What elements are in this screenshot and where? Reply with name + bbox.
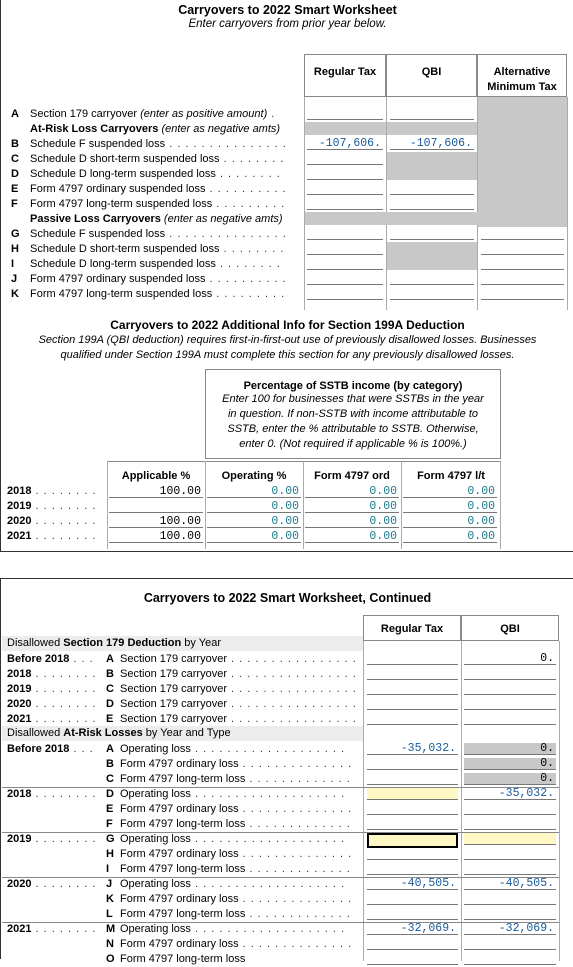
row-leader-dots: . . . [69,743,94,755]
ws3-qbi-input[interactable] [464,938,556,950]
ws3-qbi-input[interactable] [464,863,556,875]
ws3-qbi-input[interactable]: 0. [464,743,556,755]
ws1-amt-input[interactable] [481,258,564,270]
ws3-row-label [106,667,361,682]
ws3-regular-tax-input[interactable]: -32,069. [367,923,458,935]
row-note: (enter as negative amts) [163,213,283,225]
row-letter: A [11,108,19,120]
ws3-row-label [106,952,361,967]
ws1-row-label [11,122,303,137]
ws1-title: Carryovers to 2022 Smart Worksheet [178,3,397,17]
row-letter: K [106,893,114,905]
ws3-qbi-input[interactable] [464,893,556,905]
ws3-year-label [7,922,96,937]
ws1-row-label [11,272,303,287]
ws2-desc-line1: Section 199A (QBI deduction) requires first-in-first-out use of previously disallowed losses. Businesses [38,334,537,346]
ws1-atrisk-header-grey [305,122,386,135]
row-leader-dots: . . . . . . . . . [212,288,286,300]
row-text: Operating loss [120,788,191,800]
row-leader-dots: . . . . . . . . . . . . . [245,908,351,920]
divider [461,641,462,961]
ws2-ord-input[interactable]: 0.00 [305,516,399,528]
row-leader-dots: . . . . . . . . [215,258,281,270]
ws3-section179-pre: Disallowed [7,637,64,649]
ws1-regular-tax-input[interactable] [307,153,383,165]
row-leader-dots: . . . . . . . . [31,833,97,845]
ws1-regular-tax-input[interactable] [307,288,383,300]
ws1-qbi-input[interactable] [390,273,474,285]
ws3-qbi-input[interactable]: -32,069. [464,923,556,935]
row-letter: B [11,138,19,150]
ws1-qbi-grey-hi [387,242,477,270]
year: Before 2018 [7,653,70,665]
divider [303,461,304,549]
row-leader-dots: . . . . . . . . . . . . . . [238,758,353,770]
row-note: (enter as negative amts) [161,123,281,135]
row-leader-dots: . . . . . . . . . . . . . . . . [227,653,357,665]
ws3-atrisk-bold: At-Risk Losses [63,727,143,739]
year: 2021 [7,530,32,542]
row-leader-dots: . . . . . . . . [31,530,97,542]
row-leader-dots: . . . . . . . . . . . . . [245,773,351,785]
row-text: Passive Loss Carryovers [30,213,164,225]
row-text: Schedule D long-term suspended loss [30,258,216,270]
row-text: Section 179 carryover [120,683,227,695]
row-leader-dots: . . . . . . . . [31,788,97,800]
row-text: Operating loss [120,923,191,935]
row-leader-dots: . . . . . . . . . . . . . . . . . . . [190,833,346,845]
ws1-header-qbi: QBI [386,54,477,97]
ws3-row-label [106,922,361,937]
row-leader-dots: . . . . . . . . [31,515,97,527]
year: 2020 [7,878,32,890]
ws3-row-label [106,742,361,757]
row-leader-dots: . . . . . . . . [31,485,97,497]
row-text: Operating loss [120,743,191,755]
row-letter: K [11,288,19,300]
ws3-qbi-input[interactable] [464,803,556,815]
row-letter: I [106,863,110,875]
row-text: Section 179 carryover [30,108,141,120]
ws3-row-label [106,832,361,847]
ws1-qbi-input[interactable] [390,288,474,300]
row-letter: M [106,923,116,935]
ws3-qbi-input[interactable] [464,833,556,845]
ws3-row-label [106,892,361,907]
ws3-qbi-input[interactable]: 0. [464,773,556,785]
ws2-header-ord: Form 4797 ord [314,470,390,482]
divider [363,641,364,961]
ws1-qbi-input[interactable] [390,183,474,195]
ws1-subtitle: Enter carryovers from prior year below. [188,18,387,30]
ws1-row-label [11,107,303,122]
ws3-qbi-input[interactable]: 0. [464,758,556,770]
year: 2018 [7,485,32,497]
row-letter: N [106,938,114,950]
row-letter: C [106,683,114,695]
ws3-year-label [7,877,96,892]
ws1-row-label [11,257,303,272]
row-leader-dots: . . . . . . . . . . . . . . . . . . . [190,743,346,755]
ws1-regular-tax-input[interactable] [307,258,383,270]
ws3-row-label [106,877,361,892]
row-text: Form 4797 ordinary loss [120,848,239,860]
row-leader-dots: . [267,108,276,120]
row-letter: A [106,743,114,755]
row-text: Section 179 carryover [120,653,227,665]
row-letter: C [106,773,114,785]
row-text: Form 4797 long-term loss [120,773,246,785]
ws2-lt-input[interactable]: 0.00 [403,516,497,528]
sstb-box-title: Percentage of SSTB income (by category) [243,380,463,392]
ws1-row-label [11,182,303,197]
ws2-operating-input[interactable]: 0.00 [207,516,301,528]
ws3-atrisk-header [2,726,363,741]
ws3-regular-tax-input[interactable]: -35,032. [367,743,458,755]
ws2-year-label [7,484,96,499]
ws3-year-label [7,712,96,727]
ws1-row-label [11,152,303,167]
ws1-qbi-input[interactable] [390,108,474,120]
ws1-header-regular-tax: Regular Tax [304,54,386,97]
ws3-row-label [106,772,361,787]
row-letter: J [106,878,113,890]
ws1-regular-tax-input[interactable] [307,168,383,180]
row-text: Operating loss [120,878,191,890]
row-text: Section 179 carryover [120,698,227,710]
ws3-year-label [7,742,94,757]
row-text: Section 179 carryover [120,713,227,725]
row-leader-dots: . . . . . . . . . . [205,183,287,195]
ws1-atrisk-header-grey-qbi [387,122,477,135]
ws2-applicable-input[interactable] [109,501,203,513]
ws3-year-label [7,787,96,802]
ws3-year-label [7,697,96,712]
row-text: Form 4797 ordinary loss [120,938,239,950]
row-text: Form 4797 ordinary suspended loss [30,273,206,285]
row-leader-dots: . . . . . . . . [31,713,97,725]
row-leader-dots: . . . . . . . . [31,923,97,935]
row-letter: C [11,153,19,165]
ws3-row-label [106,682,361,697]
row-letter: I [11,258,15,270]
divider [567,97,568,310]
row-text: Form 4797 long-term loss [120,863,246,875]
row-leader-dots: . . . . . . . . . . . . . . [238,938,353,950]
row-text: Form 4797 ordinary loss [120,758,239,770]
sstb-box-line2: in question. If non-SSTB with income attributable to [227,408,479,420]
divider [559,641,560,961]
ws2-year-label [7,514,96,529]
ws1-regular-tax-input[interactable] [307,183,383,195]
ws3-qbi-input[interactable]: -40,505. [464,878,556,890]
row-leader-dots: . . . . . . . . . . . . . . . [165,228,287,240]
row-leader-dots: . . . . . . . . . . . . . . . . . . . [190,923,346,935]
row-letter: G [106,833,115,845]
row-leader-dots: . . . . . . . . . . . . . . . . [227,713,357,725]
ws3-year-label [7,832,96,847]
ws1-amt-input[interactable] [481,288,564,300]
ws3-header-qbi: QBI [461,615,559,641]
ws2-lt-input[interactable]: 0.00 [403,501,497,513]
row-letter: E [106,713,114,725]
ws3-year-label [7,667,96,682]
ws3-qbi-input[interactable] [464,953,556,965]
row-leader-dots: . . . . . . . . . . . . . . . . [227,683,357,695]
ws3-row-label [106,787,361,802]
ws1-regular-tax-input[interactable] [307,273,383,285]
year: 2018 [7,668,32,680]
year: 2021 [7,923,32,935]
ws2-applicable-input[interactable]: 100.00 [109,516,203,528]
row-leader-dots: . . . . . . . . . . . . . . . . [227,698,357,710]
ws3-qbi-input[interactable] [464,818,556,830]
year: Before 2018 [7,743,70,755]
ws2-title: Carryovers to 2022 Additional Info for Section 199A Deduction [110,318,465,332]
ws2-lt-input[interactable]: 0.00 [403,486,497,498]
ws3-regular-tax-input[interactable] [367,953,458,965]
ws3-regular-tax-input[interactable] [367,938,458,950]
ws3-atrisk-post: by Year and Type [142,727,231,739]
ws3-row-label [106,907,361,922]
ws2-desc-line2: qualified under Section 199A must complete this section for any previously disallowed losses. [60,349,515,361]
ws3-qbi-input[interactable] [464,848,556,860]
ws3-year-label [7,652,94,667]
row-leader-dots: . . . . . . . . [219,243,285,255]
row-letter: L [106,908,113,920]
ws1-row-label [11,137,303,152]
ws3-qbi-input[interactable]: 0. [464,653,556,665]
ws3-regular-tax-input[interactable] [367,698,458,710]
ws3-regular-tax-input[interactable] [367,758,458,770]
sstb-box [205,369,501,459]
ws3-row-label [106,847,361,862]
ws3-qbi-input[interactable] [464,683,556,695]
ws1-row-label [11,212,303,227]
row-text: Form 4797 ordinary suspended loss [30,183,206,195]
ws1-qbi-input[interactable] [390,198,474,210]
row-leader-dots: . . . . . . . . [215,168,281,180]
row-leader-dots: . . . . . . . . . . . . . . [238,893,353,905]
ws3-regular-tax-input[interactable] [367,668,458,680]
ws2-year-label [7,529,96,544]
divider [205,461,206,549]
ws3-regular-tax-input[interactable] [367,803,458,815]
ws3-regular-tax-input[interactable] [367,833,458,848]
row-letter: A [106,653,114,665]
row-leader-dots: . . . . . . . . . . . . . [245,863,351,875]
ws1-qbi-input[interactable] [390,228,474,240]
ws2-ord-input[interactable]: 0.00 [305,531,399,543]
row-text: Form 4797 long-term loss [120,818,246,830]
row-text: Form 4797 long-term loss [120,908,246,920]
row-leader-dots: . . . . . . . . . . . . . . . . . . . [190,878,346,890]
ws3-row-label [106,817,361,832]
ws3-row-label [106,697,361,712]
ws1-row-label [11,167,303,182]
row-text: Form 4797 long-term suspended loss [30,198,213,210]
row-leader-dots: . . . . . . . . . [212,198,286,210]
ws3-row-label [106,862,361,877]
ws1-qbi-grey-cd [387,152,477,180]
row-text: At-Risk Loss Carryovers [30,123,162,135]
row-letter: J [11,273,18,285]
row-letter: B [106,668,114,680]
row-leader-dots: . . . . . . . . . . . . . . . . . . . [190,788,346,800]
ws3-row-label [106,802,361,817]
row-leader-dots: . . . . . . . . [31,878,97,890]
row-letter: D [11,168,19,180]
row-letter: H [11,243,19,255]
row-text: Form 4797 ordinary loss [120,803,239,815]
year: 2020 [7,515,32,527]
ws1-row-label [11,242,303,257]
ws3-regular-tax-input[interactable] [367,683,458,695]
row-text: Form 4797 ordinary loss [120,893,239,905]
row-letter: E [106,803,114,815]
row-leader-dots: . . . . . . . . [219,153,285,165]
ws1-regular-tax-input[interactable] [307,198,383,210]
row-note: (enter as positive amount) [140,108,268,120]
year: 2018 [7,788,32,800]
row-letter: F [106,818,113,830]
ws2-header-applicable: Applicable % [121,470,191,482]
ws3-qbi-input[interactable]: -35,032. [464,788,556,800]
ws1-regular-tax-input[interactable] [307,108,383,120]
ws1-amt-input[interactable] [481,273,564,285]
ws3-section179-bold: Section 179 Deduction [63,637,182,649]
row-letter: D [106,788,114,800]
ws3-regular-tax-input[interactable] [367,908,458,920]
ws2-operating-input[interactable]: 0.00 [207,501,301,513]
ws2-year-label [7,499,96,514]
ws3-regular-tax-input[interactable] [367,788,458,800]
ws1-amt-grey-block [478,97,567,227]
worksheet-3 [0,578,573,965]
ws1-regular-tax-input[interactable] [307,228,383,240]
divider [107,461,108,549]
ws3-year-label [7,682,96,697]
row-text: Schedule D short-term suspended loss [30,153,220,165]
row-letter: O [106,953,115,965]
row-letter: H [106,848,114,860]
row-text: Form 4797 long-term suspended loss [30,288,213,300]
ws3-header-regular-tax: Regular Tax [363,615,461,641]
year: 2019 [7,683,32,695]
ws3-qbi-input[interactable] [464,668,556,680]
year: 2019 [7,500,32,512]
row-leader-dots: . . . . . . . . . . . . . . [238,848,353,860]
ws3-regular-tax-input[interactable] [367,713,458,725]
ws3-row-label [106,937,361,952]
ws3-regular-tax-input[interactable] [367,818,458,830]
ws3-regular-tax-input[interactable] [367,653,458,665]
ws1-header-amt: Alternative Minimum Tax [477,54,567,97]
ws2-applicable-input[interactable]: 100.00 [109,531,203,543]
ws1-qbi-input[interactable]: -107,606. [390,138,474,150]
ws1-row-label [11,227,303,242]
row-text: Schedule F suspended loss [30,228,166,240]
row-letter: D [106,698,114,710]
ws2-ord-input[interactable]: 0.00 [305,486,399,498]
ws2-operating-input[interactable]: 0.00 [207,486,301,498]
ws1-regular-tax-input[interactable] [307,243,383,255]
row-text: Form 4797 long-term loss [120,953,246,965]
row-leader-dots: . . . . . . . . . . . . . . . [165,138,287,150]
ws3-row-label [106,712,361,727]
ws3-regular-tax-input[interactable]: -40,505. [367,878,458,890]
ws3-regular-tax-input[interactable] [367,773,458,785]
ws3-atrisk-pre: Disallowed [7,727,64,739]
ws2-lt-input[interactable]: 0.00 [403,531,497,543]
year: 2019 [7,833,32,845]
ws2-header-lt: Form 4797 l/t [417,470,485,482]
ws2-operating-input[interactable]: 0.00 [207,531,301,543]
sstb-box-line3: SSTB, enter the % attributable to SSTB. Otherwise, [227,423,479,435]
ws3-qbi-input[interactable] [464,908,556,920]
ws3-qbi-input[interactable] [464,713,556,725]
ws3-regular-tax-input[interactable] [367,893,458,905]
ws3-regular-tax-input[interactable] [367,848,458,860]
ws3-title: Carryovers to 2022 Smart Worksheet, Continued [143,591,432,605]
sstb-box-line1: Enter 100 for businesses that were SSTBs in the year [222,393,484,405]
divider [500,461,501,549]
year: 2021 [7,713,32,725]
ws3-row-label [106,757,361,772]
row-leader-dots: . . . . . . . . [31,683,97,695]
row-letter: B [106,758,114,770]
ws3-row-label [106,652,361,667]
row-text: Schedule D short-term suspended loss [30,243,220,255]
ws2-header-operating: Operating % [221,470,287,482]
sstb-box-line4: enter 0. (Not required if applicable % is 100%.) [239,438,467,450]
row-leader-dots: . . . . . . . . . . [205,273,287,285]
year: 2020 [7,698,32,710]
ws2-ord-input[interactable]: 0.00 [305,501,399,513]
ws3-regular-tax-input[interactable] [367,863,458,875]
ws3-qbi-input[interactable] [464,698,556,710]
ws1-amt-input[interactable] [481,228,564,240]
row-leader-dots: . . . . . . . . [31,500,97,512]
row-text: Operating loss [120,833,191,845]
ws1-passive-header-grey [305,212,567,225]
row-leader-dots: . . . . . . . . . . . . . . . . [227,668,357,680]
row-leader-dots: . . . . . . . . [31,698,97,710]
ws3-section179-header [2,636,363,651]
ws1-row-label [11,197,303,212]
ws2-applicable-input[interactable]: 100.00 [109,486,203,498]
row-leader-dots: . . . . . . . . . . . . . . [238,803,353,815]
row-letter: E [11,183,19,195]
row-letter: F [11,198,18,210]
row-text: Schedule D long-term suspended loss [30,168,216,180]
ws1-regular-tax-input[interactable]: -107,606. [307,138,383,150]
row-leader-dots: . . . . . . . . [31,668,97,680]
divider [401,461,402,549]
row-leader-dots: . . . . . . . . . . . . . [245,818,351,830]
ws1-amt-input[interactable] [481,243,564,255]
row-text: Section 179 carryover [120,668,227,680]
row-letter: G [11,228,20,240]
row-leader-dots: . . . [69,653,94,665]
ws1-row-label [11,287,303,302]
row-text: Schedule F suspended loss [30,138,166,150]
ws3-section179-post: by Year [181,637,221,649]
